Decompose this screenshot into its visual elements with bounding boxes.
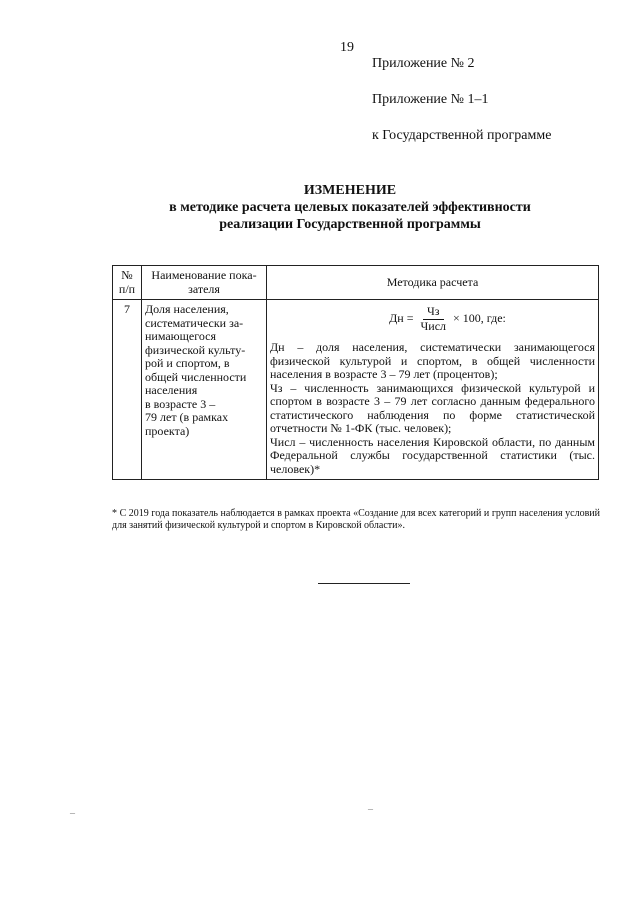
calculation-method <box>267 300 599 480</box>
closing-rule <box>318 583 410 584</box>
header-method-label: Методика расчета <box>386 274 479 289</box>
scan-mark-left: – <box>70 808 75 819</box>
scan-mark-right: – <box>368 804 373 815</box>
table-row <box>113 300 599 480</box>
header-num-line-1: № <box>121 268 133 282</box>
indicator-name-line: физической культу- <box>145 342 246 357</box>
page-number: 19 <box>340 40 354 55</box>
row-number: 7 <box>113 300 142 480</box>
appendix-line-3: к Государственной программе <box>372 128 552 143</box>
appendix-line-1: Приложение № 2 <box>372 56 475 71</box>
methods-table <box>112 265 599 480</box>
header-num <box>113 266 142 300</box>
indicator-name-line: общей численности <box>145 369 247 384</box>
formula-lhs: Дн = <box>389 311 414 326</box>
definitions <box>270 341 595 476</box>
indicator-name-line: проекта) <box>145 423 190 438</box>
header-name <box>142 266 267 300</box>
header-num-line-2: п/п <box>118 281 136 296</box>
indicator-name-line: рой и спортом, в <box>145 356 230 370</box>
header-name-line-2: зателя <box>188 281 220 296</box>
indicator-name-line: в возрасте 3 – <box>145 396 216 411</box>
appendix-line-2: Приложение № 1–1 <box>372 92 489 107</box>
title-line-1: ИЗМЕНЕНИЕ <box>303 183 397 198</box>
formula-numerator: Чз <box>423 305 444 320</box>
title-line-2: в методике расчета целевых показателей эффективности <box>169 200 531 215</box>
title-line-3: реализации Государственной программы <box>219 217 481 232</box>
definition-dn: Дн – доля населения, систематически занимающегося физической культурой и спортом, в общей численности населения в возрасте 3 – 79 лет (процентов); <box>270 340 595 381</box>
footnote: * С 2019 года показатель наблюдается в рамках проекта «Создание для всех категорий и групп населения условий для занятий физической культурой и спортом в Кировской области». <box>112 508 600 531</box>
indicator-name-line: населения <box>145 383 198 397</box>
table-header-row <box>113 266 599 300</box>
indicator-name-line: Доля населения, <box>145 302 229 316</box>
indicator-name-line: 79 лет (в рамках <box>145 410 229 424</box>
formula-rhs: × 100, где: <box>453 311 506 326</box>
indicator-name-line: систематически за- <box>145 315 244 330</box>
formula-denominator: Числ <box>420 318 447 333</box>
definition-chisl: Числ – численность населения Кировской области, по данным Федеральной службы государственной статистики (тыс. человек)* <box>270 434 595 476</box>
formula <box>270 303 595 341</box>
header-method <box>267 266 599 300</box>
definition-chz: Чз – численность занимающихся физической культурой и спортом в возрасте 3 – 79 лет согласно данным федерального статистического наблюдения по форме статистической отчетности № 1-ФК (тыс. человек); <box>270 380 595 435</box>
indicator-name-line: нимающегося <box>145 329 216 343</box>
formula-fraction <box>416 305 450 333</box>
header-name-line-1: Наименование пока- <box>151 268 257 282</box>
indicator-name <box>142 300 267 480</box>
